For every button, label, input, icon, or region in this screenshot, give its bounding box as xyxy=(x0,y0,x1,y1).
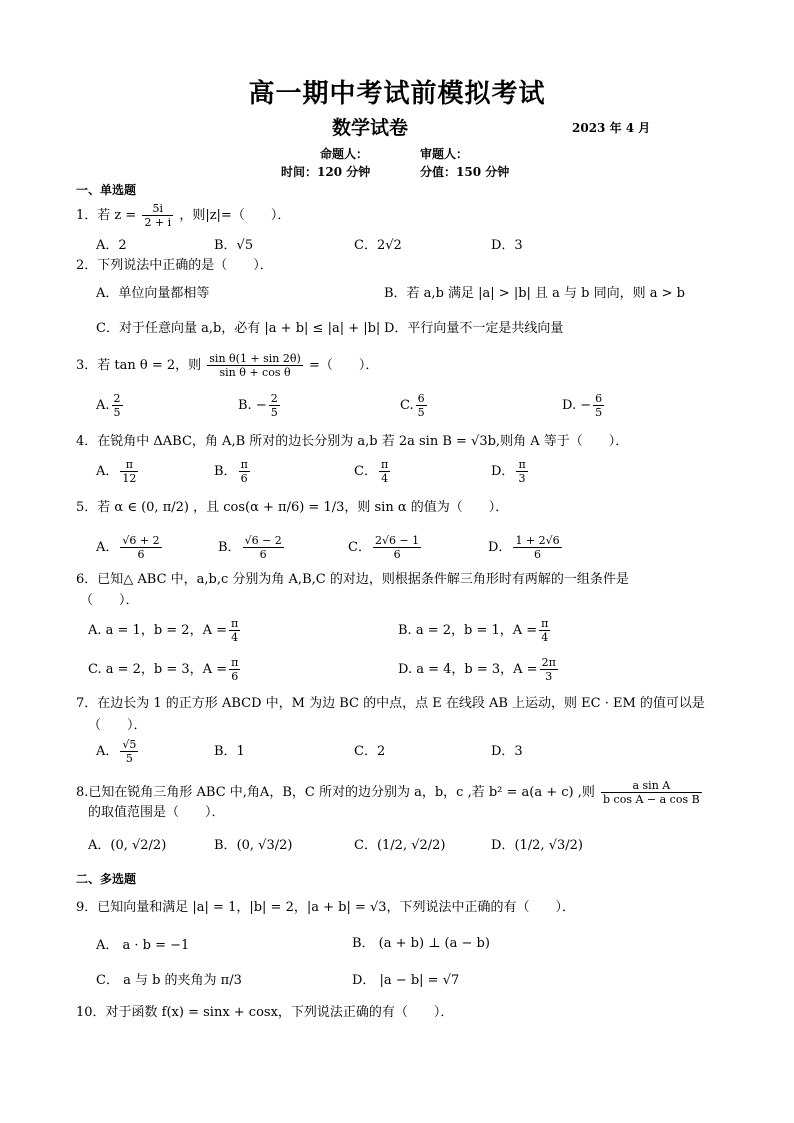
page-subtitle: 数学试卷 xyxy=(332,117,409,139)
q1-suffix: ，则|z|=（ ）． xyxy=(179,208,291,224)
reviewer-label: 审题人： xyxy=(420,147,469,161)
q1-option-b: B．√5 xyxy=(214,238,254,253)
question-4: 4．在锐角中 ΔABC，角 A,B 所对的边长分别为 a,b 若 2a sin B = √3b,则角 A 等于（ ）． xyxy=(76,434,629,449)
q1-prefix: 1．若 xyxy=(76,208,111,224)
q3-fraction: $\frac{\text{sin θ(1 + sin 2θ)}}{\text{sin θ + cos θ}}$ xyxy=(209,352,301,380)
q6-option-c: C. a = 2，b = 3，A = $\frac{\pi}{6}$ xyxy=(88,656,239,684)
q5-interval: (0, π/2) xyxy=(141,500,189,515)
score-label: 分值：150 分钟 xyxy=(420,165,510,179)
question-5: 5．若 α ∈ (0, π/2) ，且 cos(α + π/6) = 1/3，则 sin α 的值为（ ）． xyxy=(76,500,509,515)
question-10: 10．对于函数 f(x) = sinx + cosx，下列说法正确的有（ ）． xyxy=(76,1005,454,1020)
exam-date: 2023 年 4 月 xyxy=(572,121,651,135)
q3-option-d: D. − $\frac{6}{5}$ xyxy=(562,392,603,420)
q2-option-c: C．对于任意向量 a,b，必有 |a + b| ≤ |a| + |b| xyxy=(96,321,381,336)
q8-option-b: B．(0, √3/2) xyxy=(214,838,293,853)
q6-option-d: D. a = 4，b = 3，A = $\frac{2\pi}{3}$ xyxy=(398,656,556,684)
q2-option-a: A．单位向量都相等 xyxy=(96,286,210,301)
q6-option-b: B. a = 2，b = 1，A = $\frac{\pi}{4}$ xyxy=(398,617,549,645)
question-2: 2．下列说法中正确的是（ ）． xyxy=(76,258,273,273)
q3-option-c: C. $\frac{6}{5}$ xyxy=(400,392,425,420)
q9-option-a: A． a · b = −1 xyxy=(96,938,190,953)
question-8: 8.已知在锐角三角形 ABC 中,角A，B，C 所对的边分别为 a，b，c ,若 b² = a(a + c) ,则 $\frac{\text{a sin A}}{\text{b cos A − a cos B}}$ xyxy=(76,779,700,807)
q9-option-b: B． (a + b) ⊥ (a − b) xyxy=(352,936,490,951)
q4-option-d: D． $\frac{\pi}{3}$ xyxy=(491,458,526,486)
time-label: 时间：120 分钟 xyxy=(281,165,371,179)
q9-option-d: D． |a − b| = √7 xyxy=(352,973,460,988)
q5-option-b: B． $\frac{√6 - 2}{6}$ xyxy=(218,534,282,562)
question-1 xyxy=(76,202,290,229)
q7-option-c: C．2 xyxy=(354,744,386,759)
q1-option-a: A．2 xyxy=(96,238,127,253)
question-8-range: 的取值范围是（ ）． xyxy=(88,805,225,820)
q1-fraction: $\frac{5i}{2 + i}$ xyxy=(144,202,172,230)
q7-option-b: B．1 xyxy=(214,744,245,759)
q7-option-d: D．3 xyxy=(491,744,523,759)
section-multi-choice: 二、多选题 xyxy=(76,872,137,886)
question-6-blank: （ ）． xyxy=(80,593,139,608)
q4-option-c: C． $\frac{\pi}{4}$ xyxy=(354,458,389,486)
q2-option-d: D．平行向量不一定是共线向量 xyxy=(384,321,564,336)
section-single-choice: 一、单选题 xyxy=(76,183,137,197)
q3-option-a: A. $\frac{2}{5}$ xyxy=(96,392,121,420)
question-9: 9．已知向量和满足 |a| = 1，|b| = 2，|a + b| = √3，下列说法中正确的有（ ）． xyxy=(76,900,576,915)
q1-option-d: D．3 xyxy=(491,238,523,253)
question-7: 7．在边长为 1 的正方形 ABCD 中，M 为边 BC 的中点，点 E 在线段 AB 上运动，则 EC · EM 的值可以是 xyxy=(76,696,705,711)
q5-option-d: D． $\frac{1 + 2√6}{6}$ xyxy=(488,534,560,562)
q8-option-c: C．(1/2, √2/2) xyxy=(354,838,446,853)
q8-fraction: $\frac{\text{a sin A}}{\text{b cos A − a cos B}}$ xyxy=(603,779,700,807)
q6-option-a: A. a = 1，b = 2，A = $\frac{\pi}{4}$ xyxy=(88,617,239,645)
q3-option-b: B. − $\frac{2}{5}$ xyxy=(238,392,278,420)
q8-option-d: D．(1/2, √3/2) xyxy=(491,838,583,853)
q1-z: z = xyxy=(114,208,137,224)
question-6: 6．已知△ ABC 中，a,b,c 分别为角 A,B,C 的对边，则根据条件解三角形时有两解的一组条件是 xyxy=(76,572,629,587)
q2-option-b: B．若 a,b 满足 |a| > |b| 且 a 与 b 同向，则 a > b xyxy=(384,286,685,301)
author-label: 命题人： xyxy=(320,147,369,161)
q4-option-a: A． $\frac{\pi}{12}$ xyxy=(96,458,137,486)
q9-option-c: C． a 与 b 的夹角为 π/3 xyxy=(96,973,242,988)
q8-option-a: A．(0, √2/2) xyxy=(88,838,167,853)
question-3: 3．若 tan θ = 2，则 $\frac{\text{sin θ(1 + sin 2θ)}}{\text{sin θ + cos θ}}$ =（ ）． xyxy=(76,352,379,380)
q7-option-a: A． $\frac{√5}{5}$ xyxy=(96,738,137,766)
question-7-blank: （ ）． xyxy=(88,718,147,733)
q5-option-a: A． $\frac{√6 + 2}{6}$ xyxy=(96,534,160,562)
q5-option-c: C． $\frac{2√6 - 1}{6}$ xyxy=(348,534,420,562)
q4-option-b: B． $\frac{\pi}{6}$ xyxy=(214,458,248,486)
page-title: 高一期中考试前模拟考试 xyxy=(248,79,546,109)
q1-option-c: C．2√2 xyxy=(354,238,402,253)
